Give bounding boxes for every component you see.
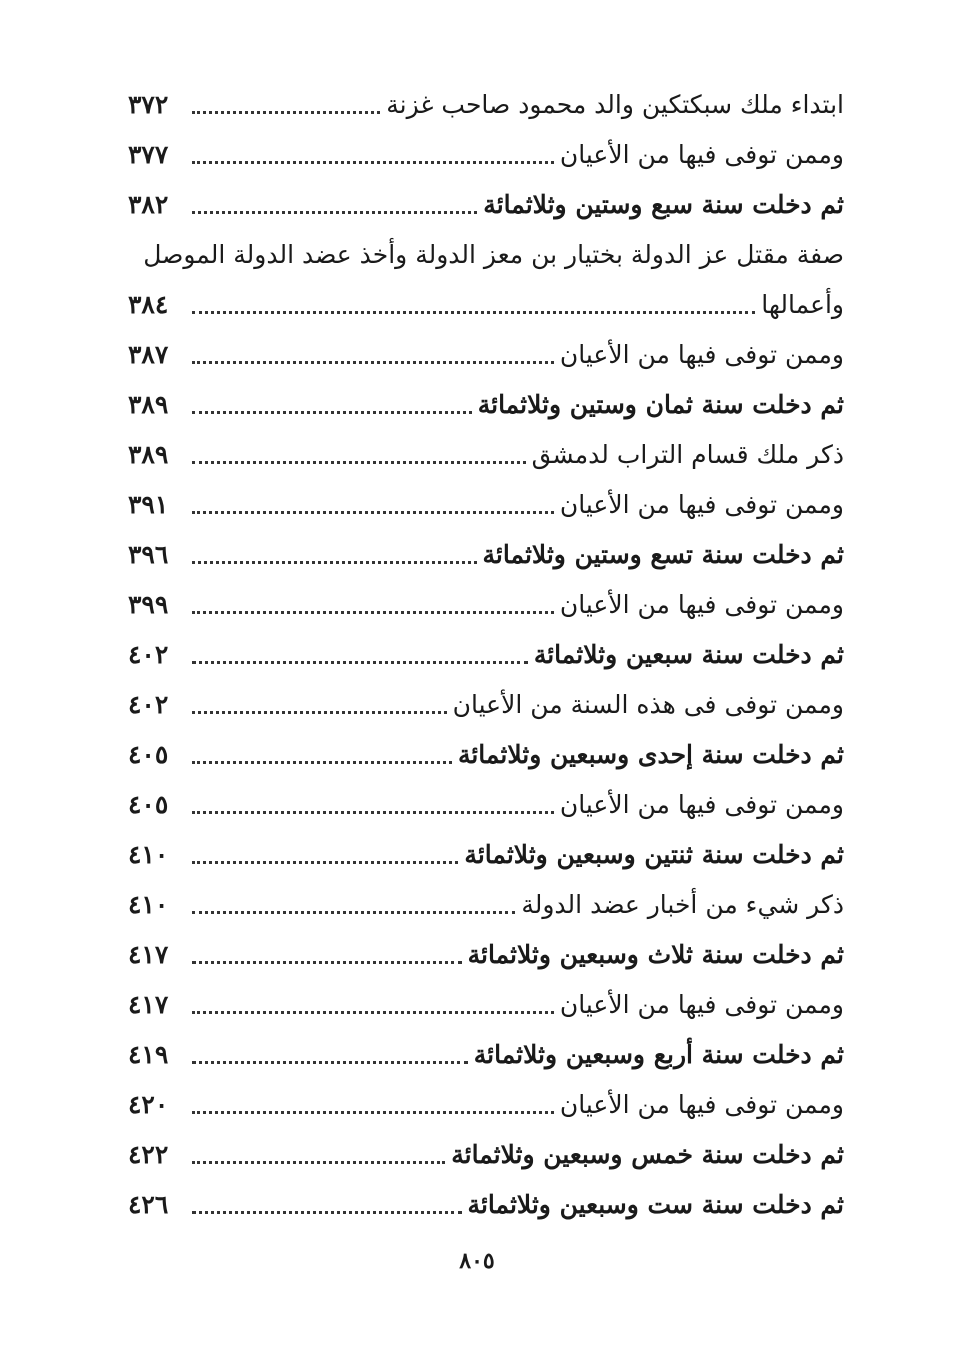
toc-entry-title: ثم دخلت سنة أربع وسبعين وثلاثمائة	[473, 1040, 844, 1069]
toc-entry	[128, 422, 844, 472]
toc-entry	[128, 972, 844, 1022]
dot-leader	[192, 1011, 554, 1014]
toc-year-heading	[128, 1122, 844, 1172]
toc-entry-title: وممن توفى فيها من الأعيان	[559, 990, 844, 1019]
toc-entry-page: ٣٨٤	[128, 290, 169, 319]
toc-year-heading	[128, 822, 844, 872]
toc-entry	[128, 72, 844, 122]
dot-leader	[192, 1211, 462, 1214]
dot-leader	[192, 1161, 445, 1164]
toc-entry-page: ٤٠٥	[128, 740, 169, 769]
table-of-contents	[128, 72, 844, 1222]
toc-year-heading	[128, 1172, 844, 1222]
toc-year-heading	[128, 1022, 844, 1072]
dot-leader	[192, 361, 554, 364]
toc-entry-title: وممن توفى فى هذه السنة من الأعيان	[452, 690, 844, 719]
toc-entry-title: ثم دخلت سنة خمس وسبعين وثلاثمائة	[451, 1140, 844, 1169]
toc-entry-title: ثم دخلت سنة إحدى وسبعين وثلاثمائة	[457, 740, 844, 769]
dot-leader	[192, 211, 477, 214]
toc-entry-page: ٤٠٥	[128, 790, 169, 819]
toc-entry-page: ٣٨٧	[128, 340, 169, 369]
toc-entry-title: وممن توفى فيها من الأعيان	[559, 340, 844, 369]
toc-entry-title: ثم دخلت سنة تسع وستين وثلاثمائة	[482, 540, 844, 569]
toc-entry	[128, 772, 844, 822]
toc-entry-page: ٤١٩	[128, 1040, 169, 1069]
toc-entry-title: ثم دخلت سنة ثلاث وسبعين وثلاثمائة	[467, 940, 844, 969]
toc-entry-title-line1: صفة مقتل عز الدولة بختيار بن معز الدولة وأخذ عضد الدولة الموصل	[143, 240, 844, 269]
toc-entry-title: ثم دخلت سنة سبعين وثلاثمائة	[533, 640, 844, 669]
dot-leader	[192, 411, 472, 414]
toc-entry-page: ٤١٧	[128, 940, 169, 969]
toc-entry-page: ٣٧٢	[128, 90, 169, 119]
toc-entry-page: ٣٨٩	[128, 390, 169, 419]
toc-year-heading	[128, 922, 844, 972]
page-number: ٨٠٥	[459, 1248, 495, 1274]
dot-leader	[192, 1111, 554, 1114]
dot-leader	[192, 161, 554, 164]
toc-entry-page: ٤١٠	[128, 890, 169, 919]
toc-entry	[128, 322, 844, 372]
toc-entry-page: ٤١٧	[128, 990, 169, 1019]
toc-entry-title: وممن توفى فيها من الأعيان	[559, 490, 844, 519]
toc-entry-page: ٤٢٠	[128, 1090, 169, 1119]
toc-entry-title: وممن توفى فيها من الأعيان	[559, 140, 844, 169]
toc-entry-page: ٣٧٧	[128, 140, 169, 169]
dot-leader	[192, 861, 458, 864]
dot-leader	[192, 611, 554, 614]
toc-entry-page: ٤٢٦	[128, 1190, 169, 1219]
dot-leader	[192, 761, 452, 764]
toc-entry	[128, 122, 844, 172]
toc-entry-title-line2: وأعمالها	[761, 290, 844, 319]
dot-leader	[192, 511, 554, 514]
dot-leader	[192, 461, 526, 464]
toc-entry	[128, 572, 844, 622]
toc-year-heading	[128, 522, 844, 572]
toc-year-heading	[128, 622, 844, 672]
toc-entry	[128, 872, 844, 922]
toc-entry-page: ٣٨٩	[128, 440, 169, 469]
toc-year-heading	[128, 372, 844, 422]
toc-entry-page: ٣٩٩	[128, 590, 169, 619]
toc-year-heading	[128, 172, 844, 222]
toc-entry-page: ٣٩١	[128, 490, 169, 519]
dot-leader	[192, 111, 380, 114]
toc-entry-title: ذكر شيء من أخبار عضد الدولة	[521, 890, 844, 919]
dot-leader	[192, 311, 755, 314]
dot-leader	[192, 1061, 468, 1064]
dot-leader	[192, 661, 528, 664]
toc-entry-title: وممن توفى فيها من الأعيان	[559, 590, 844, 619]
toc-entry	[128, 1072, 844, 1122]
toc-entry-page: ٤٢٢	[128, 1140, 169, 1169]
toc-entry-title: وممن توفى فيها من الأعيان	[559, 790, 844, 819]
dot-leader	[192, 811, 554, 814]
toc-entry-title: ثم دخلت سنة سبع وستين وثلاثمائة	[483, 190, 844, 219]
toc-year-heading	[128, 722, 844, 772]
toc-entry-title: ثم دخلت سنة ثنتين وسبعين وثلاثمائة	[464, 840, 844, 869]
toc-entry-title: ثم دخلت سنة ثمان وستين وثلاثمائة	[477, 390, 844, 419]
toc-entry-page: ٤٠٢	[128, 640, 169, 669]
toc-entry-multiline	[128, 222, 844, 322]
toc-entry-title: وممن توفى فيها من الأعيان	[559, 1090, 844, 1119]
toc-entry-page: ٣٨٢	[128, 190, 169, 219]
dot-leader	[192, 711, 447, 714]
toc-entry	[128, 672, 844, 722]
toc-entry-page: ٤٠٢	[128, 690, 169, 719]
dot-leader	[192, 561, 477, 564]
toc-entry-title: ثم دخلت سنة ست وسبعين وثلاثمائة	[467, 1190, 844, 1219]
dot-leader	[192, 911, 515, 914]
toc-entry-page: ٣٩٦	[128, 540, 169, 569]
toc-entry-title: ابتداء ملك سبكتكين والد محمود صاحب غزنة	[386, 90, 844, 119]
dot-leader	[192, 961, 462, 964]
toc-entry	[128, 472, 844, 522]
toc-entry-page: ٤١٠	[128, 840, 169, 869]
toc-entry-title: ذكر ملك قسام التراب لدمشق	[531, 440, 844, 469]
